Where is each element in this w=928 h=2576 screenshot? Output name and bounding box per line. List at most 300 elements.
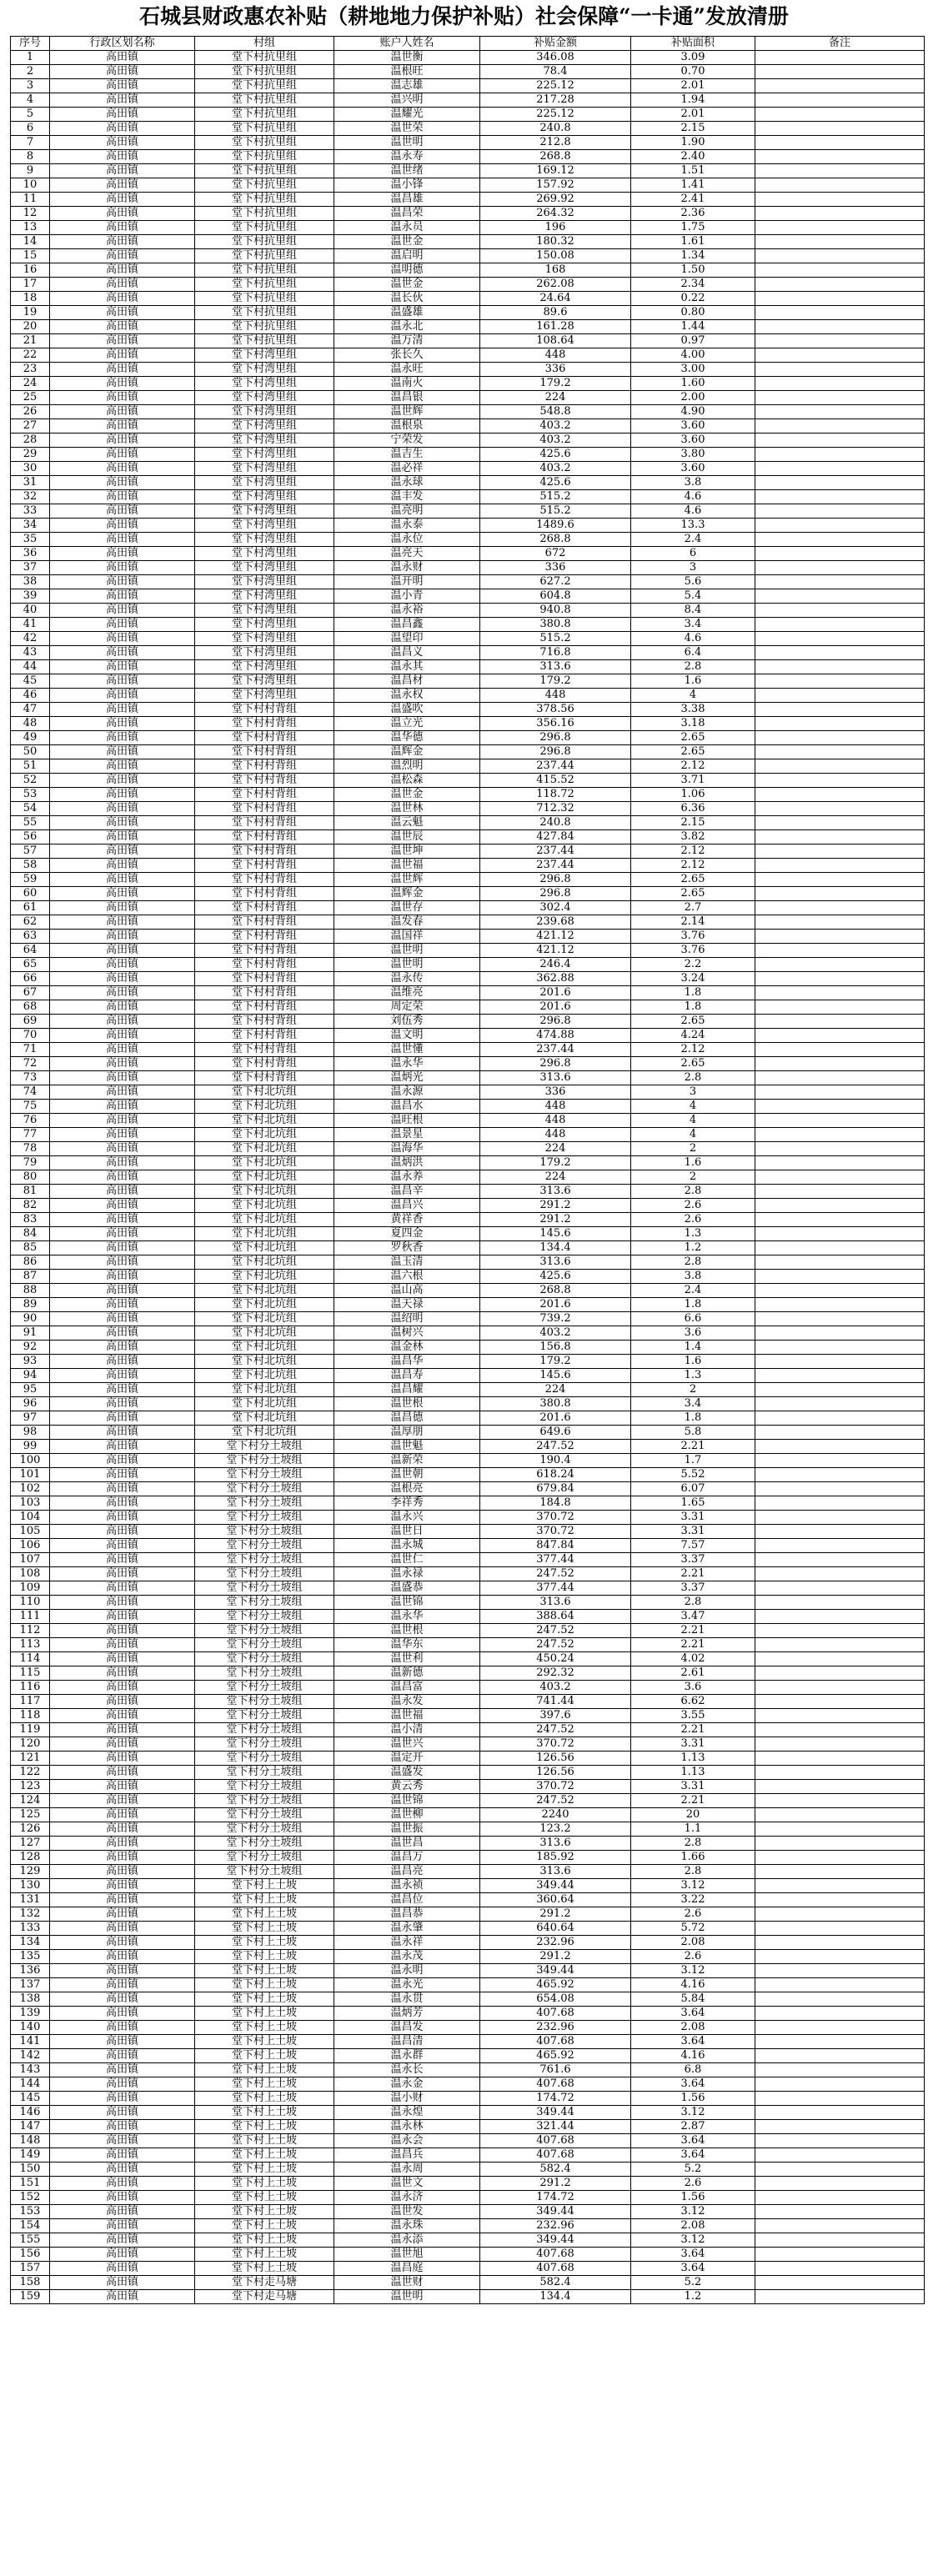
row-group: 堂下村村背组 (195, 830, 334, 844)
row-note (755, 1496, 925, 1511)
row-index: 119 (11, 1723, 50, 1737)
table-row (11, 1525, 925, 1539)
row-group: 堂下村抗里组 (195, 235, 334, 249)
row-amount: 649.6 (480, 1426, 631, 1440)
row-group: 堂下村北坑组 (195, 1227, 334, 1241)
row-amount: 268.8 (480, 1284, 631, 1298)
row-district: 高田镇 (50, 235, 195, 249)
row-amount: 712.32 (480, 802, 631, 816)
row-note (755, 1355, 925, 1369)
row-index: 142 (11, 2049, 50, 2063)
row-area: 3.31 (631, 1737, 755, 1752)
row-district: 高田镇 (50, 164, 195, 178)
table-row (11, 1808, 925, 1822)
row-index: 106 (11, 1539, 50, 1553)
row-group: 堂下村北坑组 (195, 1241, 334, 1255)
row-district: 高田镇 (50, 1709, 195, 1723)
row-account-name: 温昌德 (334, 1411, 480, 1426)
row-account-name: 温世根 (334, 1397, 480, 1411)
row-group: 堂下村分土坡组 (195, 1652, 334, 1666)
table-row (11, 1922, 925, 1936)
row-note (755, 1369, 925, 1383)
row-area: 1.8 (631, 1000, 755, 1015)
row-account-name: 张长久 (334, 348, 480, 363)
row-index: 43 (11, 646, 50, 660)
row-group: 堂下村分土坡组 (195, 1525, 334, 1539)
row-note (755, 519, 925, 533)
row-account-name: 黄祥香 (334, 1213, 480, 1227)
row-note (755, 1553, 925, 1567)
row-district: 高田镇 (50, 1737, 195, 1752)
header-account-name: 账户人姓名 (334, 37, 480, 51)
row-index: 45 (11, 674, 50, 689)
row-index: 137 (11, 1978, 50, 1992)
row-district: 高田镇 (50, 1298, 195, 1312)
table-row (11, 1426, 925, 1440)
row-area: 1.56 (631, 2092, 755, 2106)
table-row (11, 1666, 925, 1681)
row-district: 高田镇 (50, 334, 195, 348)
row-note (755, 1624, 925, 1638)
row-amount: 174.72 (480, 2092, 631, 2106)
row-account-name: 温云魁 (334, 816, 480, 830)
row-group: 堂下村上土坡 (195, 2205, 334, 2219)
row-note (755, 1284, 925, 1298)
row-amount: 321.44 (480, 2120, 631, 2134)
row-area: 4 (631, 1128, 755, 1142)
row-area: 3.64 (631, 2148, 755, 2163)
row-group: 堂下村抗里组 (195, 93, 334, 108)
row-district: 高田镇 (50, 1794, 195, 1808)
row-amount: 407.68 (480, 2248, 631, 2262)
row-district: 高田镇 (50, 830, 195, 844)
row-amount: 201.6 (480, 1000, 631, 1015)
table-row (11, 1185, 925, 1199)
row-area: 4.00 (631, 348, 755, 363)
row-amount: 123.2 (480, 1822, 631, 1837)
table-row (11, 405, 925, 419)
row-amount: 232.96 (480, 1936, 631, 1950)
row-index: 98 (11, 1426, 50, 1440)
row-account-name: 温永禄 (334, 1567, 480, 1581)
row-group: 堂下村北坑组 (195, 1255, 334, 1270)
row-area: 7.57 (631, 1539, 755, 1553)
row-account-name: 温永泰 (334, 519, 480, 533)
row-area: 5.84 (631, 1992, 755, 2007)
row-group: 堂下村北坑组 (195, 1213, 334, 1227)
row-note (755, 1241, 925, 1255)
row-index: 71 (11, 1043, 50, 1057)
row-note (755, 1709, 925, 1723)
row-index: 2 (11, 65, 50, 79)
row-index: 87 (11, 1270, 50, 1284)
row-group: 堂下村村背组 (195, 873, 334, 887)
row-group: 堂下村抗里组 (195, 108, 334, 122)
row-account-name: 温永添 (334, 2233, 480, 2248)
row-amount: 336 (480, 1085, 631, 1100)
row-index: 133 (11, 1922, 50, 1936)
row-area: 2.8 (631, 1071, 755, 1085)
row-note (755, 2106, 925, 2120)
row-amount: 313.6 (480, 660, 631, 674)
row-account-name: 温辉金 (334, 887, 480, 901)
row-amount: 174.72 (480, 2191, 631, 2205)
row-area: 4.6 (631, 490, 755, 504)
table-row (11, 1907, 925, 1922)
row-area: 5.72 (631, 1922, 755, 1936)
row-district: 高田镇 (50, 1312, 195, 1326)
row-index: 96 (11, 1397, 50, 1411)
row-index: 146 (11, 2106, 50, 2120)
row-group: 堂下村上土坡 (195, 2049, 334, 2063)
row-account-name: 温永祯 (334, 1879, 480, 1893)
row-area: 3.38 (631, 703, 755, 717)
row-account-name: 温永明 (334, 1964, 480, 1978)
row-amount: 291.2 (480, 1213, 631, 1227)
row-area: 2.65 (631, 873, 755, 887)
row-group: 堂下村分土坡组 (195, 1454, 334, 1468)
row-area: 5.6 (631, 575, 755, 589)
row-index: 75 (11, 1100, 50, 1114)
row-account-name: 温昌义 (334, 646, 480, 660)
row-account-name: 温昌万 (334, 1851, 480, 1865)
row-account-name: 温永裕 (334, 604, 480, 618)
row-group: 堂下村湾里组 (195, 405, 334, 419)
row-account-name: 温六根 (334, 1270, 480, 1284)
row-group: 堂下村抗里组 (195, 79, 334, 93)
row-note (755, 1936, 925, 1950)
row-district: 高田镇 (50, 1411, 195, 1426)
row-account-name: 温世金 (334, 235, 480, 249)
row-group: 堂下村湾里组 (195, 490, 334, 504)
row-note (755, 1907, 925, 1922)
row-account-name: 温根泉 (334, 419, 480, 434)
row-account-name: 温永城 (334, 1539, 480, 1553)
row-amount: 716.8 (480, 646, 631, 660)
row-amount: 425.6 (480, 1270, 631, 1284)
row-index: 121 (11, 1752, 50, 1766)
row-account-name: 温吉生 (334, 448, 480, 462)
row-area: 0.70 (631, 65, 755, 79)
row-note (755, 2177, 925, 2191)
row-amount: 465.92 (480, 2049, 631, 2063)
row-area: 2.8 (631, 1255, 755, 1270)
row-amount: 126.56 (480, 1766, 631, 1780)
table-row (11, 1369, 925, 1383)
table-row (11, 1029, 925, 1043)
row-district: 高田镇 (50, 1015, 195, 1029)
row-amount: 407.68 (480, 2077, 631, 2092)
row-index: 16 (11, 263, 50, 278)
row-district: 高田镇 (50, 363, 195, 377)
row-note (755, 207, 925, 221)
row-area: 3.31 (631, 1511, 755, 1525)
table-row (11, 1681, 925, 1695)
row-index: 131 (11, 1893, 50, 1907)
table-row (11, 1610, 925, 1624)
row-index: 147 (11, 2120, 50, 2134)
table-row (11, 1241, 925, 1255)
row-amount: 169.12 (480, 164, 631, 178)
row-district: 高田镇 (50, 1100, 195, 1114)
row-account-name: 温志雄 (334, 79, 480, 93)
row-group: 堂下村村背组 (195, 944, 334, 958)
row-note (755, 2233, 925, 2248)
row-group: 堂下村上土坡 (195, 1964, 334, 1978)
table-row (11, 1000, 925, 1015)
row-account-name: 温万清 (334, 334, 480, 348)
row-account-name: 温炳洪 (334, 1156, 480, 1170)
row-amount: 421.12 (480, 930, 631, 944)
row-group: 堂下村分土坡组 (195, 1865, 334, 1879)
row-area: 3.12 (631, 2106, 755, 2120)
row-account-name: 温旺根 (334, 1114, 480, 1128)
row-area: 2.8 (631, 1837, 755, 1851)
row-account-name: 温永周 (334, 2163, 480, 2177)
row-amount: 403.2 (480, 419, 631, 434)
row-amount: 262.08 (480, 278, 631, 292)
row-index: 78 (11, 1142, 50, 1156)
table-row (11, 122, 925, 136)
row-group: 堂下村北坑组 (195, 1312, 334, 1326)
row-group: 堂下村抗里组 (195, 263, 334, 278)
row-area: 1.61 (631, 235, 755, 249)
row-note (755, 816, 925, 830)
row-account-name: 宁荣发 (334, 434, 480, 448)
row-index: 123 (11, 1780, 50, 1794)
row-area: 2.12 (631, 859, 755, 873)
row-account-name: 温世锦 (334, 1794, 480, 1808)
row-area: 6.6 (631, 1312, 755, 1326)
row-area: 3.09 (631, 51, 755, 65)
row-amount: 247.52 (480, 1440, 631, 1454)
row-note (755, 1539, 925, 1553)
row-note (755, 235, 925, 249)
row-area: 2 (631, 1170, 755, 1185)
row-area: 2.65 (631, 731, 755, 745)
row-area: 4 (631, 689, 755, 703)
table-row (11, 2248, 925, 2262)
row-district: 高田镇 (50, 646, 195, 660)
row-district: 高田镇 (50, 108, 195, 122)
table-row (11, 1496, 925, 1511)
row-index: 126 (11, 1822, 50, 1837)
row-note (755, 1114, 925, 1128)
row-district: 高田镇 (50, 1071, 195, 1085)
row-district: 高田镇 (50, 1666, 195, 1681)
row-account-name: 温永北 (334, 320, 480, 334)
row-district: 高田镇 (50, 65, 195, 79)
row-district: 高田镇 (50, 1525, 195, 1539)
row-group: 堂下村北坑组 (195, 1411, 334, 1426)
row-district: 高田镇 (50, 2021, 195, 2035)
row-amount: 24.64 (480, 292, 631, 306)
row-area: 4.16 (631, 1978, 755, 1992)
row-note (755, 859, 925, 873)
row-district: 高田镇 (50, 731, 195, 745)
table-row (11, 1085, 925, 1100)
row-index: 120 (11, 1737, 50, 1752)
row-amount: 180.32 (480, 235, 631, 249)
row-amount: 264.32 (480, 207, 631, 221)
row-index: 84 (11, 1227, 50, 1241)
table-row (11, 2177, 925, 2191)
row-account-name: 温根旺 (334, 65, 480, 79)
row-amount: 118.72 (480, 788, 631, 802)
row-district: 高田镇 (50, 604, 195, 618)
row-district: 高田镇 (50, 1397, 195, 1411)
row-index: 25 (11, 391, 50, 405)
row-index: 55 (11, 816, 50, 830)
row-index: 4 (11, 93, 50, 108)
row-index: 85 (11, 1241, 50, 1255)
row-district: 高田镇 (50, 930, 195, 944)
row-area: 4.90 (631, 405, 755, 419)
row-group: 堂下村上土坡 (195, 1893, 334, 1907)
row-account-name: 温永会 (334, 2134, 480, 2148)
table-row (11, 759, 925, 774)
row-group: 堂下村村背组 (195, 1043, 334, 1057)
row-area: 3.64 (631, 2035, 755, 2049)
row-note (755, 504, 925, 519)
row-note (755, 1029, 925, 1043)
row-district: 高田镇 (50, 1624, 195, 1638)
row-index: 11 (11, 193, 50, 207)
row-note (755, 1440, 925, 1454)
row-amount: 847.84 (480, 1539, 631, 1553)
row-district: 高田镇 (50, 1638, 195, 1652)
row-amount: 246.4 (480, 958, 631, 972)
header-note: 备注 (755, 37, 925, 51)
table-row (11, 703, 925, 717)
table-row (11, 731, 925, 745)
row-area: 5.4 (631, 589, 755, 604)
row-note (755, 759, 925, 774)
row-group: 堂下村村背组 (195, 958, 334, 972)
table-row (11, 2191, 925, 2205)
row-index: 51 (11, 759, 50, 774)
table-row (11, 1100, 925, 1114)
row-note (755, 1652, 925, 1666)
row-index: 150 (11, 2163, 50, 2177)
row-account-name: 温世财 (334, 2276, 480, 2290)
row-group: 堂下村北坑组 (195, 1128, 334, 1142)
row-amount: 407.68 (480, 2148, 631, 2163)
table-row (11, 660, 925, 674)
table-row (11, 1596, 925, 1610)
table-row (11, 547, 925, 561)
row-group: 堂下村上土坡 (195, 2077, 334, 2092)
row-index: 127 (11, 1837, 50, 1851)
row-account-name: 温昌荣 (334, 207, 480, 221)
row-district: 高田镇 (50, 1043, 195, 1057)
row-amount: 296.8 (480, 1015, 631, 1029)
row-district: 高田镇 (50, 2120, 195, 2134)
row-group: 堂下村村背组 (195, 1071, 334, 1085)
row-district: 高田镇 (50, 1355, 195, 1369)
row-amount: 640.64 (480, 1922, 631, 1936)
row-group: 堂下村分土坡组 (195, 1723, 334, 1737)
row-group: 堂下村村背组 (195, 887, 334, 901)
row-account-name: 温世明 (334, 136, 480, 150)
row-district: 高田镇 (50, 1468, 195, 1482)
row-amount: 225.12 (480, 79, 631, 93)
table-row (11, 1581, 925, 1596)
row-amount: 739.2 (480, 1312, 631, 1326)
row-note (755, 377, 925, 391)
row-district: 高田镇 (50, 561, 195, 575)
row-area: 6.4 (631, 646, 755, 660)
row-group: 堂下村上土坡 (195, 1950, 334, 1964)
row-index: 93 (11, 1355, 50, 1369)
row-group: 堂下村村背组 (195, 816, 334, 830)
row-district: 高田镇 (50, 2077, 195, 2092)
row-area: 1.4 (631, 1341, 755, 1355)
row-group: 堂下村北坑组 (195, 1326, 334, 1341)
table-row (11, 278, 925, 292)
row-note (755, 1922, 925, 1936)
table-row (11, 930, 925, 944)
row-note (755, 51, 925, 65)
row-account-name: 温世发 (334, 2205, 480, 2219)
row-index: 92 (11, 1341, 50, 1355)
row-note (755, 2049, 925, 2063)
table-row (11, 136, 925, 150)
row-index: 21 (11, 334, 50, 348)
row-district: 高田镇 (50, 1978, 195, 1992)
table-row (11, 2262, 925, 2276)
table-row (11, 1723, 925, 1737)
row-area: 1.56 (631, 2191, 755, 2205)
row-district: 高田镇 (50, 2262, 195, 2276)
row-index: 128 (11, 1851, 50, 1865)
row-account-name: 温长伙 (334, 292, 480, 306)
row-account-name: 温玉清 (334, 1255, 480, 1270)
row-group: 堂下村湾里组 (195, 476, 334, 490)
row-note (755, 1879, 925, 1893)
row-account-name: 温小青 (334, 589, 480, 604)
table-row (11, 292, 925, 306)
row-area: 1.06 (631, 788, 755, 802)
row-group: 堂下村村背组 (195, 788, 334, 802)
row-group: 堂下村村背组 (195, 915, 334, 930)
row-district: 高田镇 (50, 958, 195, 972)
table-row (11, 1709, 925, 1723)
table-row (11, 93, 925, 108)
row-district: 高田镇 (50, 589, 195, 604)
row-district: 高田镇 (50, 547, 195, 561)
row-group: 堂下村上土坡 (195, 2163, 334, 2177)
row-account-name: 温世荣 (334, 122, 480, 136)
table-row (11, 788, 925, 802)
row-district: 高田镇 (50, 193, 195, 207)
row-amount: 237.44 (480, 759, 631, 774)
row-district: 高田镇 (50, 2276, 195, 2290)
row-area: 5.2 (631, 2163, 755, 2177)
table-row (11, 1440, 925, 1454)
row-note (755, 1312, 925, 1326)
row-note (755, 1326, 925, 1341)
row-index: 66 (11, 972, 50, 986)
row-district: 高田镇 (50, 575, 195, 589)
table-row (11, 1227, 925, 1241)
row-amount: 2240 (480, 1808, 631, 1822)
row-area: 3.18 (631, 717, 755, 731)
row-amount: 201.6 (480, 1411, 631, 1426)
row-group: 堂下村分土坡组 (195, 1496, 334, 1511)
table-row (11, 986, 925, 1000)
row-area: 1.2 (631, 1241, 755, 1255)
